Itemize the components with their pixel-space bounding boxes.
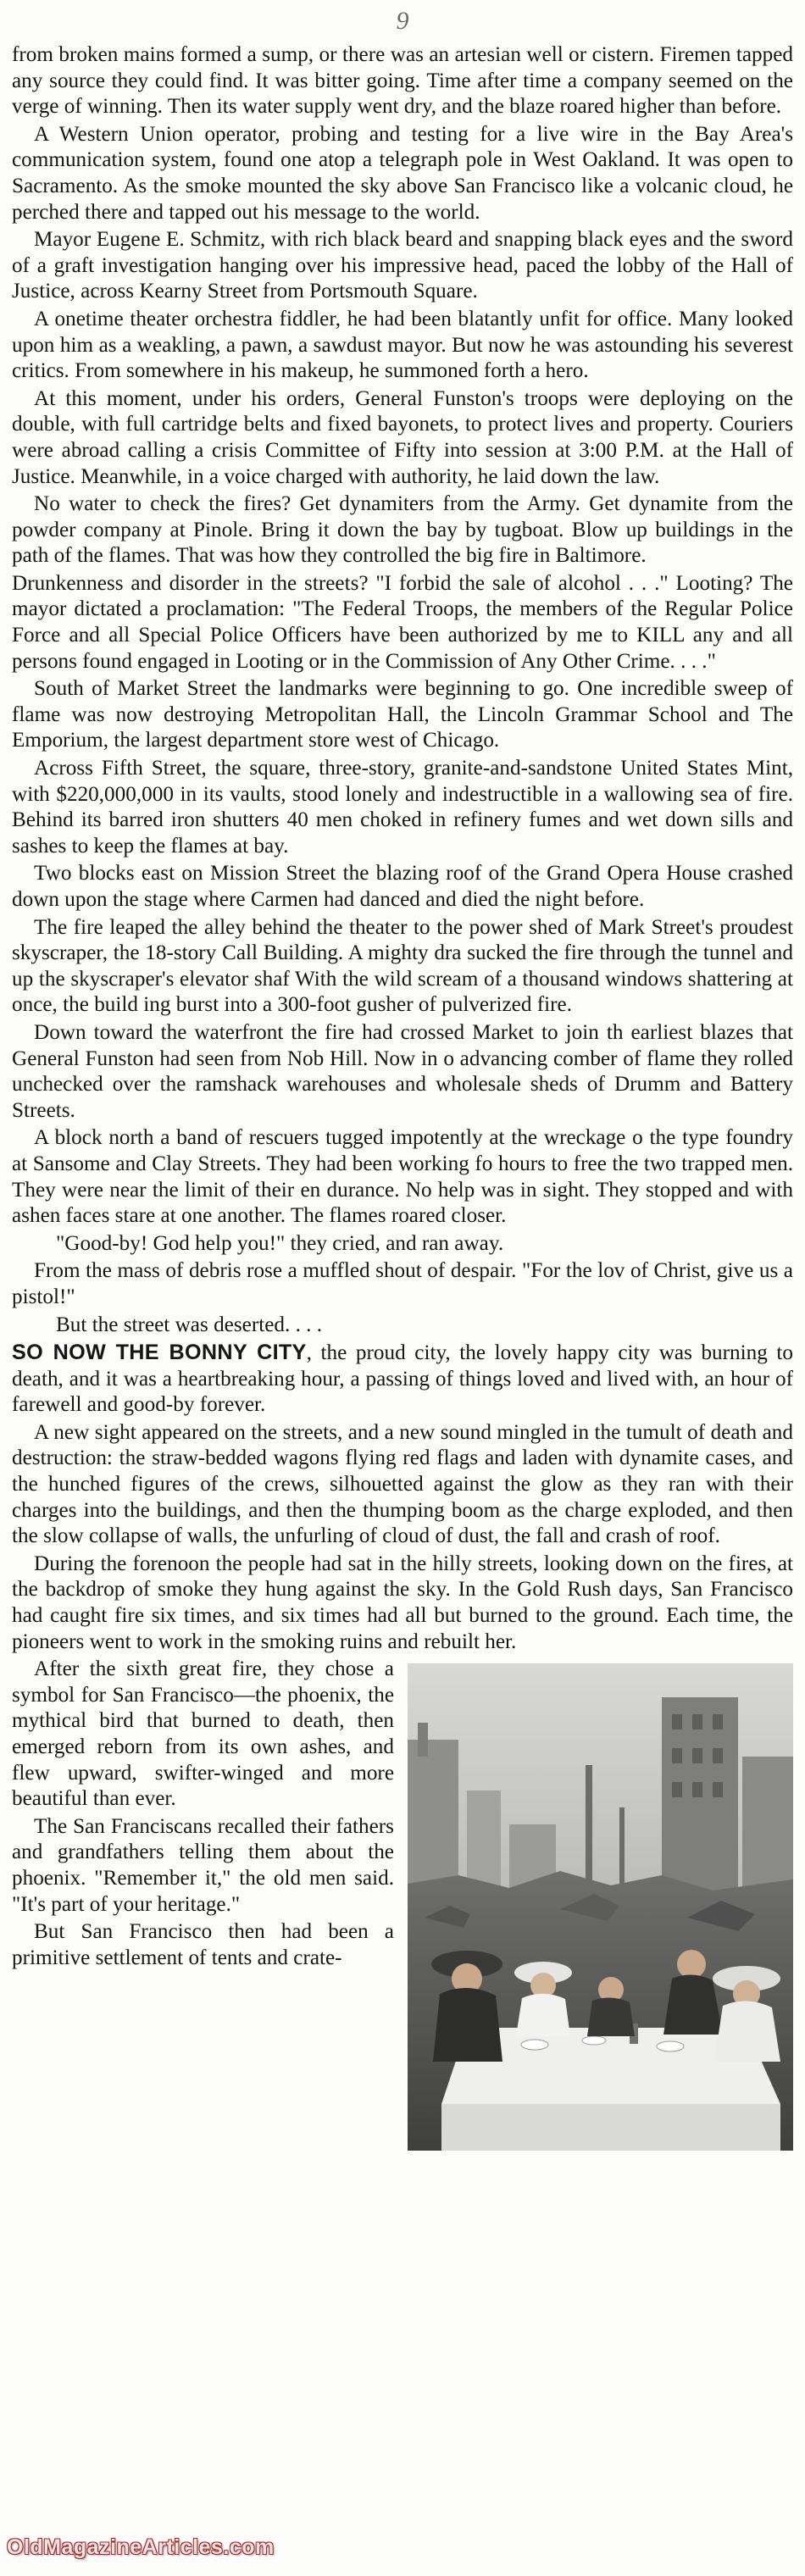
section-lead-rest: , the proud city, the lovely happy city was burning to death, and it was a heartbreaking hour, a passing of things loved and lived with, an hour of farewell and good-by forever. — [12, 1341, 793, 1417]
article-paragraph: But San Francisco then had been a primitive settlement of tents and crate- — [12, 1920, 394, 1969]
article-paragraph: No water to check the fires? Get dynamiters from the Army. Get dynamite from the powder company at Pinole. Bring it down the bay by tugboat. Blow up buildings in the path of the flames. That was how they controlled the big fire in Baltimore. — [12, 492, 793, 568]
photo-image — [408, 1663, 793, 2151]
article-paragraph: The fire leaped the alley behind the theater to the power shed of Mark Street's proudest skyscraper, the 18-story Call Building. A mighty dra sucked the fire through the tunnel and up the skyscraper's elevator shaf With the wild scream of a thousand windows shattering at once, the build ing burst into a 300-foot gusher of pulverized fire. — [12, 915, 793, 1017]
article-paragraph: Across Fifth Street, the square, three-story, granite-and-sandstone United States Mint, with $220,000,000 in its vaults, stood lonely and indestructible in a wallowing sea of fire. Behind its barred iron shutters 40 men choked in refinery fumes and wet down sills and sashes to keep the flames at bay. — [12, 757, 793, 858]
article-paragraph: A new sight appeared on the streets, and a new sound mingled in the tumult of death and destruction: the straw-bedded wagons flying red flags and laden with dynamite cases, and the hunched figures of the crews, silhouetted against the glow as they ran with their charges into the buildings, and then the thumping boom as the charge exploded, and then the slow collapse of walls, the unfurling of cloud of dust, the fall and crash of roof. — [12, 1420, 793, 1548]
article-body — [12, 42, 793, 2151]
article-paragraph: At this moment, under his orders, General Funston's troops were deploying on the double, with full cartridge belts and fixed bayonets, to protect lives and property. Couriers were abroad calling a crisis Committee of Fifty into session at 3:00 P.M. at the Hall of Justice. Meanwhile, in a voice charged with authority, he laid down the law. — [12, 386, 793, 488]
article-paragraph: Drunkenness and disorder in the streets? "I forbid the sale of alcohol . . ." Looting? The mayor dictated a proclamation: "The Federal Troops, the members of the Regular Police Force and all Special Police Officers have been authorized by me to KILL any and all persons found engaged in Looting or in the Commission of Any Other Crime. . . ." — [12, 571, 793, 673]
article-paragraph: A Western Union operator, probing and testing for a live wire in the Bay Area's communication system, found one atop a telegraph pole in West Oakland. It was open to Sacramento. As the smoke mounted the sky above San Francisco like a volcanic cloud, he perched there and tapped out his message to the world. — [12, 122, 793, 224]
article-paragraph: From the mass of debris rose a muffled shout of despair. "For the lov of Christ, give us a pistol!" — [12, 1259, 793, 1308]
article-paragraph: A onetime theater orchestra fiddler, he had been blatantly unfit for office. Many looked upon him as a weakling, a pawn, a sawdust mayor. But now he was astounding his severest critics. From somewhere in his makeup, he summoned forth a hero. — [12, 307, 793, 383]
photo-ruins-tea-party — [408, 1663, 793, 2151]
article-paragraph: But the street was deserted. . . . — [56, 1313, 323, 1336]
page-number: 9 — [396, 7, 409, 35]
article-paragraph: A block north a band of rescuers tugged impotently at the wreckage o the type foundry at Sansome and Clay Streets. They had been working fo hours to free the two trapped men. They were near the limit of their en durance. No help was in sight. They stopped and with ashen faces stare at one another. The flames roared closer. — [12, 1126, 793, 1228]
article-paragraph: from broken mains formed a sump, or there was an artesian well or cistern. Firemen tapped any source they could find. It was bitter going. Time after time a company seemed on the verge of winning. Then its water supply went dry, and the blaze roared higher than before. — [12, 43, 793, 119]
section-lead-paragraph — [12, 1340, 793, 1418]
article-paragraph: The San Franciscans recalled their fathers and grandfathers telling them about the phoenix. "Remember it," the old men said. "It's part of your heritage." — [12, 1814, 394, 1916]
article-paragraph: "Good-by! God help you!" they cried, and ran away. — [56, 1231, 504, 1255]
article-paragraph: Two blocks east on Mission Street the blazing roof of the Grand Opera House crashed down upon the stage where Carmen had danced and died the night before. — [12, 862, 793, 911]
section-lead: SO NOW THE BONNY CITY — [12, 1341, 307, 1365]
article-paragraph: After the sixth great fire, they chose a symbol for San Francisco—the phoenix, the mythical bird that burned to death, then emerged reborn from its own ashes, and flew upward, swifter-winged and more beautiful than ever. — [12, 1657, 394, 1811]
article-paragraph: During the forenoon the people had sat in the hilly streets, looking down on the fires, at the backdrop of smoke they hung against the sky. In the Gold Rush days, San Francisco had caught fire six times, and six times had all but burned to the ground. Each time, the pioneers went to work in the smoking ruins and rebuilt her. — [12, 1552, 793, 1653]
watermark-logo: OldMagazineArticles.com — [7, 2535, 275, 2559]
article-paragraph: Mayor Eugene E. Schmitz, with rich black beard and snapping black eyes and the sword of a graft investigation hanging over his impressive head, paced the lobby of the Hall of Justice, across Kearny Street from Portsmouth Square. — [12, 228, 793, 303]
article-paragraph: Down toward the waterfront the fire had crossed Market to join th earliest blazes that General Funston had seen from Nob Hill. Now in o advancing comber of flame they rolled unchecked over the ramshack warehouses and wholesale sheds of Drumm and Battery Streets. — [12, 1020, 793, 1122]
article-paragraph: South of Market Street the landmarks were beginning to go. One incredible sweep of flame was now destroying Metropolitan Hall, the Lincoln Grammar School and The Emporium, the largest department store west of Chicago. — [12, 677, 793, 752]
